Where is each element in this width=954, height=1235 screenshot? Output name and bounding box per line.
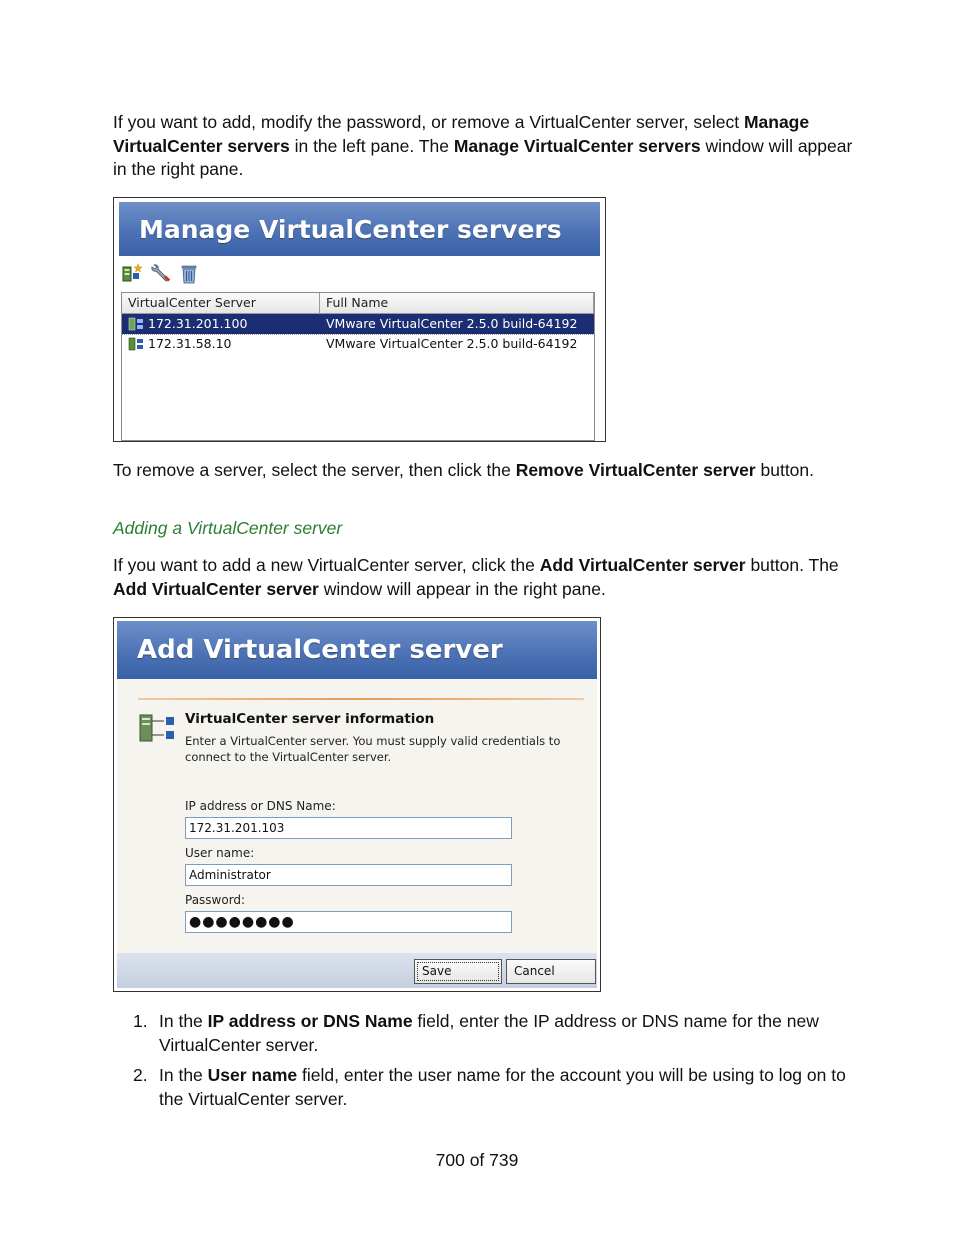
server-full-name: VMware VirtualCenter 2.5.0 build-64192 (326, 316, 578, 331)
ip-label: IP address or DNS Name: (185, 799, 336, 813)
table-row[interactable] (122, 314, 594, 334)
remove-paragraph: To remove a server, select the server, then click the Remove VirtualCenter server button. (113, 460, 815, 480)
add-virtualcenter-screenshot (113, 617, 601, 992)
list-item: 2. In the User name field, enter the user name for the account you will be using to log on to the VirtualCenter server. (133, 1065, 846, 1109)
add-paragraph: If you want to add a new VirtualCenter server, click the Add VirtualCenter server button. The Add VirtualCenter server window will appear in the right pane. (113, 555, 839, 599)
server-address: 172.31.58.10 (148, 336, 232, 351)
user-name-input[interactable]: Administrator (185, 864, 512, 886)
server-list[interactable] (121, 292, 595, 441)
steps-list (113, 1010, 853, 1118)
user-name-label: User name: (185, 846, 255, 860)
ip-address-input[interactable]: 172.31.201.103 (185, 817, 512, 839)
server-icon (128, 317, 146, 331)
server-info-icon (138, 711, 178, 750)
trash-icon[interactable] (178, 262, 200, 284)
server-icon (128, 337, 146, 351)
manage-window-title: Manage VirtualCenter servers (119, 202, 600, 256)
password-label: Password: (185, 893, 246, 907)
manage-toolbar (122, 258, 200, 288)
page-number: 700 of 739 (435, 1150, 519, 1170)
cancel-button[interactable]: Cancel (506, 959, 596, 984)
info-description: Enter a VirtualCenter server. You must supply valid credentials to connect to the VirtualCenter server. (185, 734, 561, 764)
section-heading: Adding a VirtualCenter server (113, 518, 343, 538)
intro-paragraph: If you want to add, modify the password, or remove a VirtualCenter server, select Manage VirtualCenter servers in the left pane. The Manage VirtualCenter servers window will appear in the right pane. (113, 112, 853, 179)
info-title: VirtualCenter server information (185, 711, 435, 727)
column-header-full-name[interactable]: Full Name (320, 293, 594, 313)
column-header-server[interactable]: VirtualCenter Server (122, 293, 320, 313)
list-item: 1. In the IP address or DNS Name field, enter the IP address or DNS name for the new VirtualCenter server. (133, 1011, 819, 1055)
manage-virtualcenter-screenshot (113, 197, 606, 442)
list-header (122, 293, 594, 314)
divider (138, 698, 584, 700)
button-bar (117, 953, 597, 988)
table-row[interactable] (122, 334, 594, 354)
server-full-name: VMware VirtualCenter 2.5.0 build-64192 (326, 336, 578, 351)
save-button[interactable]: Save (414, 959, 502, 984)
add-window-title: Add VirtualCenter server (117, 621, 597, 679)
server-address: 172.31.201.100 (148, 316, 248, 331)
password-input[interactable]: ●●●●●●●● (185, 911, 512, 933)
add-server-icon[interactable] (122, 262, 144, 284)
wrench-icon[interactable] (150, 262, 172, 284)
